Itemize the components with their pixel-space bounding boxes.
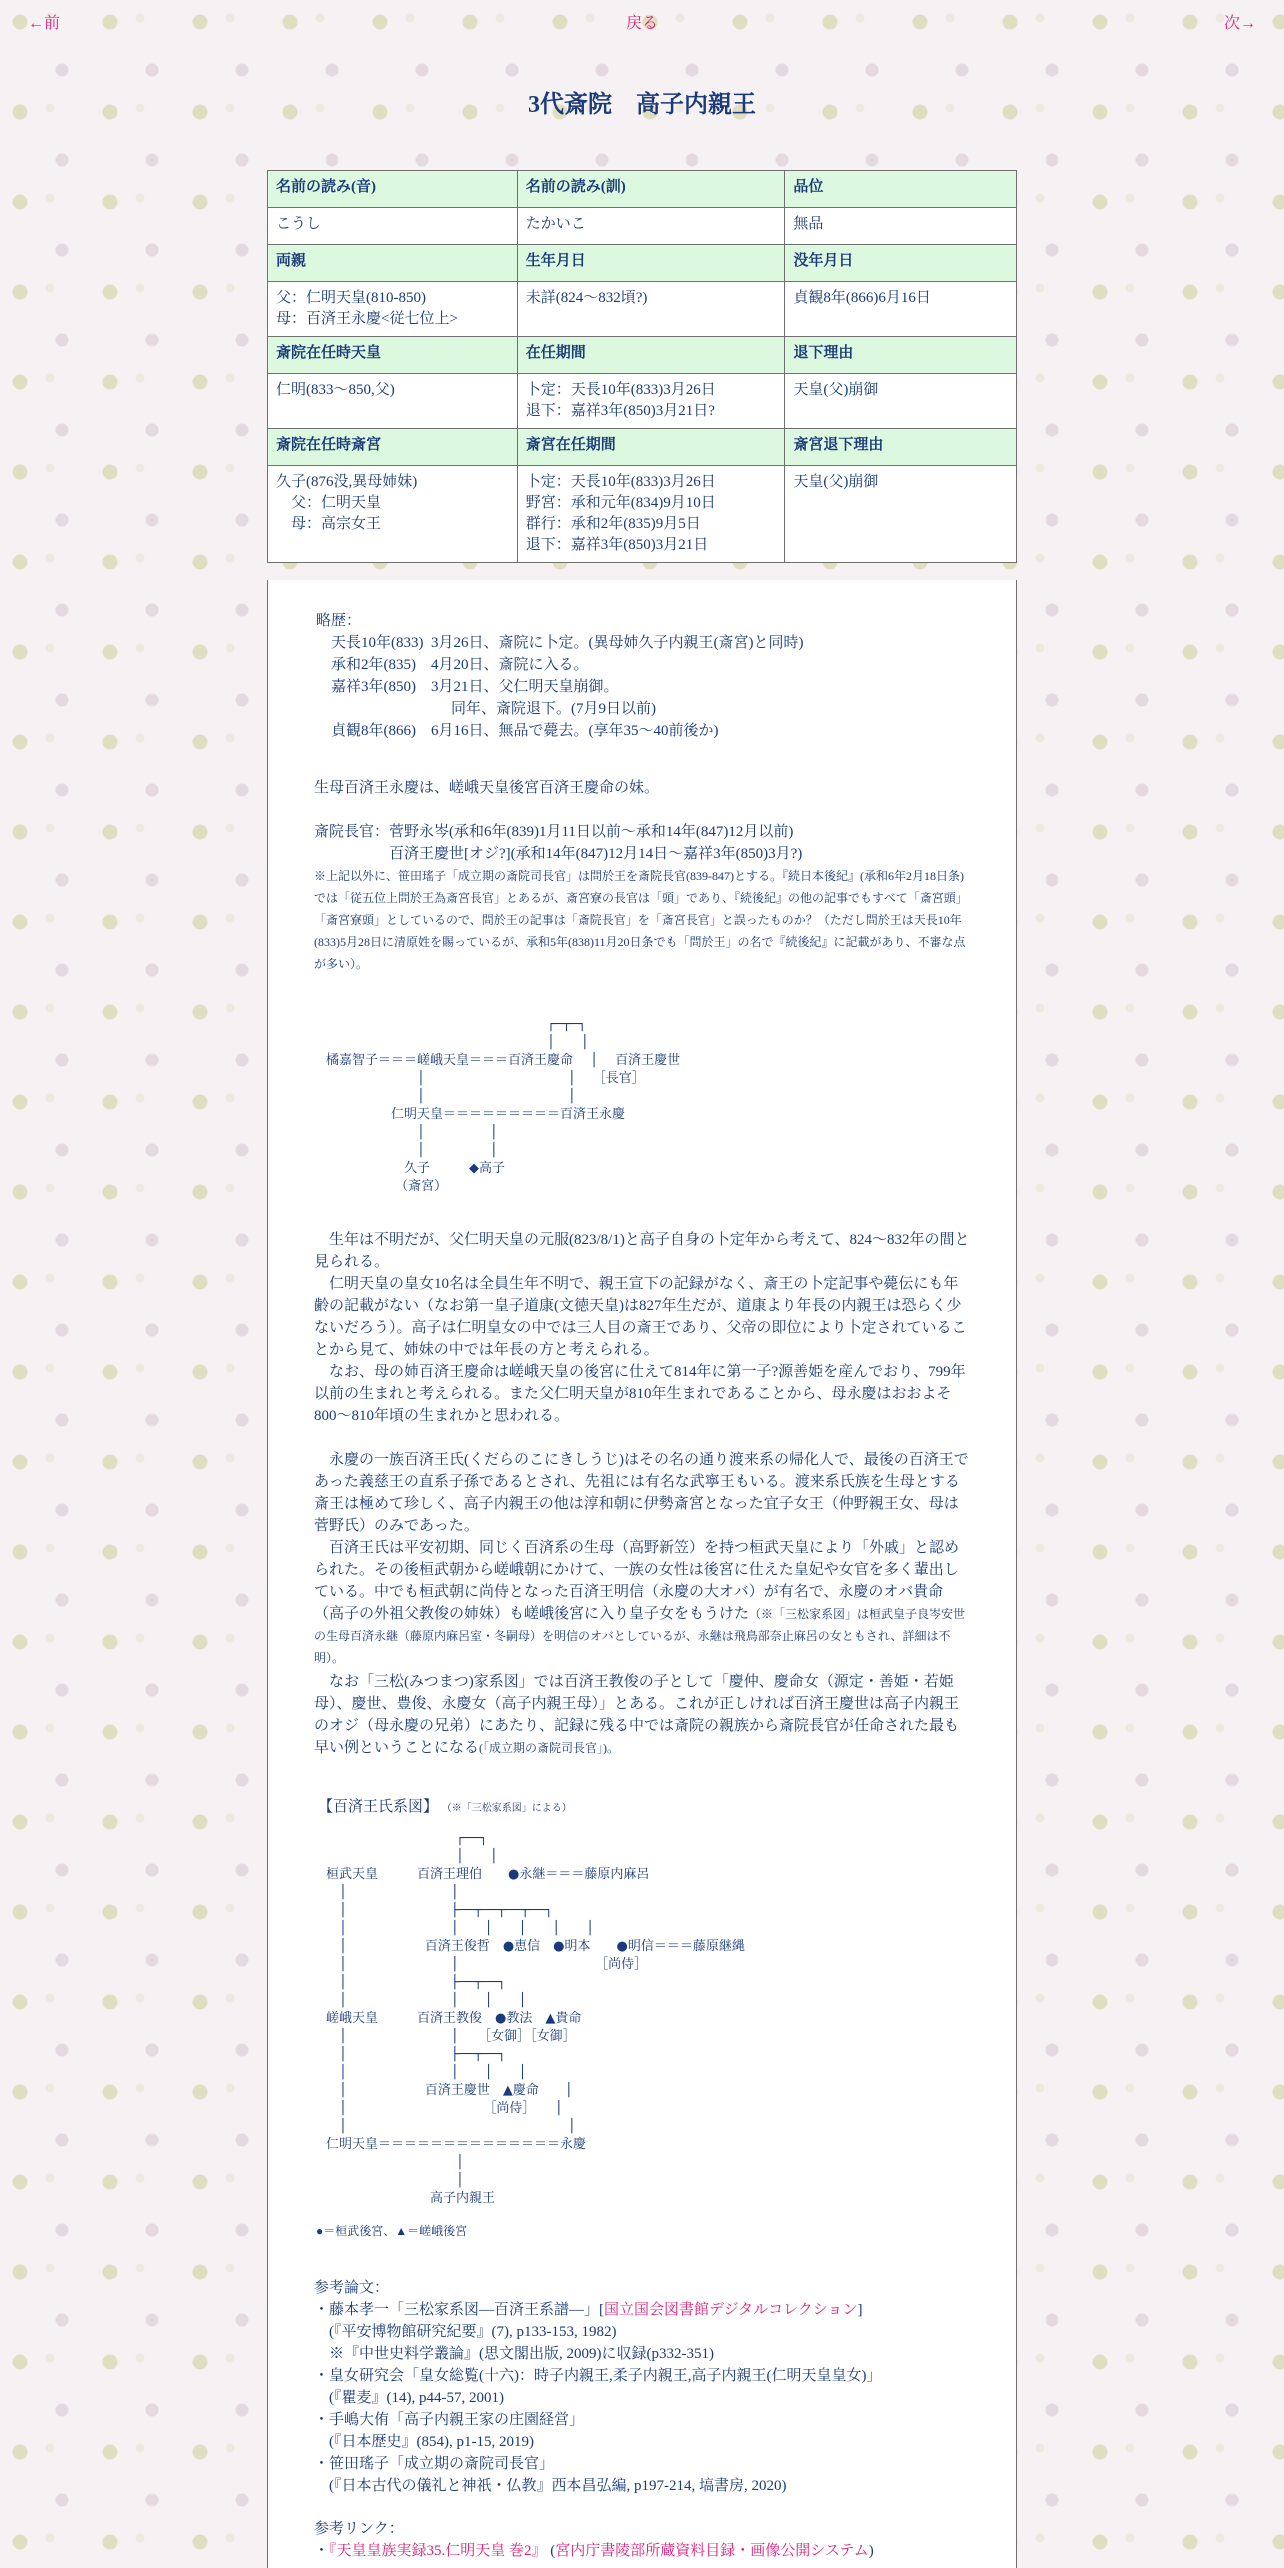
paragraph-3-text: なお「三松(みつまつ)家系図」では百済王教俊の子として「慶仲、慶命女（源定・善姫・若姫母）、慶世、豊俊、永慶女（高子内親王母）」とある。これが正しければ百済王慶世は高子内親王のオジ（母永慶の兄弟）にあたり、記録に残る中では斎院の親族から斎院長官が任命された最も早い例ということになる [314, 1674, 960, 1756]
tree2-legend: ●＝桓武後宮、▲＝嵯峨後宮 [316, 2224, 468, 2238]
paragraph-1: 生年は不明だが、父仁明天皇の元服(823/8/1)と高子自身の卜定年から考えて、824～832年の間と見られる。 仁明天皇の皇女10名は全員生年不明で、親王宣下の記録がなく、斎王の卜定記事や薨伝にも年齢の記載がない（なお第一皇子道康(文徳天皇)は827年生だが、道康より年長の内親王は恐らく少ないだろう）。高子は仁明皇女の中では三人目の斎王であり、父帝の即位により卜定されていることから見て、姉妹の中では年長の方と考えられる。 なお、母の姉百済王慶命は嵯峨天皇の後宮に仕えて814年に第一子?源善姫を産んでおり、799年以前の生まれと考えられる。また父仁明天皇が810年生まれであることから、母永慶はおおよそ800～810年頃の生まれかと思われる。 [314, 1232, 970, 1424]
back-link[interactable]: 戻る [626, 15, 659, 32]
paragraph-2 [314, 1449, 970, 1669]
table-row [268, 282, 1017, 337]
table-header-cell: 名前の読み(音) [268, 171, 518, 208]
tree2-heading [318, 1796, 974, 1820]
family-tree-2: ┌──┐ │ │ 桓武天皇 百済王理伯 ●永継＝＝＝藤原内麻呂 │ │ │ ├──┬──┬──┬──┐ │ │ │ │ │ │ │ 百済王俊哲 ●恵信 ●明本 ●明信＝＝＝藤原継縄 │ │ ［尚侍］ │ ├──┬──┐ │ │ │ │ 嵯峨天皇 百済王教俊 ●教法 ▲貴命 │ │ ［女御］［女御］ │ ├──┬──┐ │ │ │ │ │ 百済王慶世 ▲慶命 │ │ ［尚侍］ │ │ │ 仁明天皇＝＝＝＝＝＝＝＝＝＝＝＝＝＝永慶 │ │ 高子内親王 [326, 1831, 745, 2206]
table-cell: 仁明(833～850,父) [268, 374, 518, 429]
reference-item: ・笹田瑤子「成立期の斎院司長官」 [314, 2456, 555, 2472]
table-header-row [268, 171, 1017, 208]
references-heading: 参考論文： [314, 2280, 390, 2296]
reference-item: (『日本古代の儀礼と神祇・仏教』西本昌弘編, p197-214, 塙書房, 2020) [314, 2478, 787, 2494]
summary-line: 貞観8年(866) 6月16日、無品で薨去。(享年35～40前後か) [316, 723, 719, 739]
reference-item: ・手嶋大侑「高子内親王家の庄園経営」 [314, 2412, 585, 2428]
paragraph-3 [314, 1671, 970, 1759]
table-cell: 天皇(父)崩御 [785, 466, 1017, 563]
links-section [314, 2518, 970, 2562]
tree2-title: 【百済王氏系図】 [318, 1799, 439, 1815]
table-row [268, 208, 1017, 245]
table-header-cell: 斎院在任時天皇 [268, 337, 518, 374]
table-cell: 貞観8年(866)6月16日 [785, 282, 1017, 337]
reference-item: ・藤本孝一「三松家系図―百済王系譜―」[国立国会図書館デジタルコレクション] [314, 2302, 863, 2318]
table-cell: 未詳(824～832頃?) [517, 282, 785, 337]
officials-line: 百済王慶世[オジ?](承和14年(847)12月14日～嘉祥3年(850)3月?) [314, 846, 803, 862]
table-header-cell: 名前の読み(訓) [517, 171, 785, 208]
table-row [268, 374, 1017, 429]
table-header-row [268, 337, 1017, 374]
table-header-cell: 斎宮在任期間 [517, 429, 785, 466]
table-cell: 久子(876没,異母姉妹) 父：仁明天皇 母：高宗女王 [268, 466, 518, 563]
table-header-cell: 生年月日 [517, 245, 785, 282]
officials-line: 斎院長官：菅野永岑(承和6年(839)1月11日以前～承和14年(847)12月以前) [314, 824, 794, 840]
reference-item: ・皇女研究会「皇女総覧(十六)：時子内親王,柔子内親王,高子内親王(仁明天皇皇女)」 [314, 2368, 882, 2384]
table-header-cell: 斎宮退下理由 [785, 429, 1017, 466]
summary-line: 同年、斎院退下。(7月9日以前) [316, 701, 656, 717]
reference-item: (『瞿麦』(14), p44-57, 2001) [314, 2390, 504, 2406]
table-cell: 父：仁明天皇(810-850) 母：百済王永慶<従七位上> [268, 282, 518, 337]
table-row [268, 466, 1017, 563]
table-header-cell: 没年月日 [785, 245, 1017, 282]
table-header-cell: 在任期間 [517, 337, 785, 374]
table-header-row [268, 245, 1017, 282]
next-link[interactable]: 次→ [1223, 15, 1256, 32]
table-header-row [268, 429, 1017, 466]
table-cell: 卜定：天長10年(833)3月26日 退下：嘉祥3年(850)3月21日? [517, 374, 785, 429]
table-cell: こうし [268, 208, 518, 245]
table-cell: たかいこ [517, 208, 785, 245]
page-title: 3代斎院 高子内親王 [528, 92, 756, 118]
family-tree-1: ┌─┬─┐ │ │ 橘嘉智子＝＝＝嵯峨天皇＝＝＝百済王慶命 │ 百済王慶世 │ │ ［長官］ │ │ 仁明天皇＝＝＝＝＝＝＝＝＝百済王永慶 │ │ │ │ 久子 ◆高子 （斎宮） [326, 1017, 681, 1194]
table-cell: 卜定：天長10年(833)3月26日 野宮：承和元年(834)9月10日 群行：承和2年(835)9月5日 退下：嘉祥3年(850)3月21日 [517, 466, 785, 563]
table-cell: 天皇(父)崩御 [785, 374, 1017, 429]
jitsuroku-link[interactable]: 『天皇皇族実録35.仁明天皇 巻2』 [329, 2543, 547, 2559]
table-header-cell: 退下理由 [785, 337, 1017, 374]
officials-section [314, 821, 970, 975]
summary-line: 承和2年(835) 4月20日、斎院に入る。 [316, 657, 589, 673]
reference-item: ※『中世史料学叢論』(思文閣出版, 2009)に収録(p332-351) [314, 2346, 714, 2362]
link-item: ・『天皇皇族実録35.仁明天皇 巻2』 (宮内庁書陵部所蔵資料目録・画像公開システム) [314, 2543, 874, 2559]
kunaicho-archive-link[interactable]: 宮内庁書陵部所蔵資料目録・画像公開システム [555, 2543, 869, 2559]
paragraph-2-note: （※「三松家系図」は桓武皇子良岑安世の生母百済永継（藤原内麻呂室・冬嗣母）を明信のオバとしているが、永継は飛鳥部奈止麻呂の女ともされ、詳細は不明）。 [314, 1607, 966, 1665]
reference-item: (『平安博物館研究紀要』(7), p133-153, 1982) [314, 2324, 617, 2340]
prev-link[interactable]: ←前 [28, 15, 61, 32]
links-heading: 参考リンク： [314, 2521, 404, 2537]
table-header-cell: 斎院在任時斎宮 [268, 429, 518, 466]
info-table [267, 170, 1017, 563]
summary-section [316, 610, 972, 742]
reference-item: (『日本歴史』(854), p1-15, 2019) [314, 2434, 534, 2450]
paragraph-3-end: (「成立期の斎院司長官」)。 [479, 1741, 620, 1755]
tree2-note: （※「三松家系図」による） [441, 1803, 572, 1814]
table-header-cell: 両親 [268, 245, 518, 282]
summary-line: 嘉祥3年(850) 3月21日、父仁明天皇崩御。 [316, 679, 619, 695]
ndl-digital-link[interactable]: 国立国会図書館デジタルコレクション [604, 2302, 858, 2318]
table-header-cell: 品位 [785, 171, 1017, 208]
paragraph-2-text: 永慶の一族百済王氏(くだらのこにきしうじ)はその名の通り渡来系の帰化人で、最後の百済王であった義慈王の直系子孫であるとされ、先祖には有名な武寧王もいる。渡来系氏族を生母とする斎王は極めて珍しく、高子内親王の他は淳和朝に伊勢斎宮となった宜子女王（仲野親王女、母は菅野氏）のみであった。 百済王氏は平安初期、同じく百済系の生母（高野新笠）を持つ桓武天皇により「外戚」と認められた。その後桓武朝から嵯峨朝にかけて、一族の女性は後宮に仕えた皇妃や女官を多く輩出している。中でも桓武朝に尚侍となった百済王明信（永慶の大オバ）が有名で、永慶のオバ貴命（高子の外祖父教俊の姉妹）も嵯峨後宮に入り皇子女をもうけた [314, 1452, 969, 1622]
table-cell: 無品 [785, 208, 1017, 245]
summary-line: 天長10年(833) 3月26日、斎院に卜定。(異母姉久子内親王(斎宮)と同時) [316, 635, 804, 651]
mother-note: 生母百済王永慶は、嵯峨天皇後宮百済王慶命の妹。 [314, 780, 660, 796]
officials-note: ※上記以外に、笹田瑤子「成立期の斎院司長官」は問於王を斎院長官(839-847)とする。『続日本後紀』(承和6年2月18日条)では「従五位上問於王為斎宮長官」とあるが、斎宮寮の長官は「頭」であり、『続後紀』の他の記事でもすべて「斎宮頭」「斎宮寮頭」としているので、問於王の記事は「斎院長官」を「斎宮長官」と誤ったものか？（ただし問於王は天長10年(833)5月28日に清原姓を賜っているが、承和5年(838)11月20日条でも「問於王」の名で『続後紀』に記載があり、不審な点が多い）。 [314, 869, 968, 971]
references-section [314, 2277, 970, 2497]
summary-heading: 略歴： [316, 613, 362, 629]
